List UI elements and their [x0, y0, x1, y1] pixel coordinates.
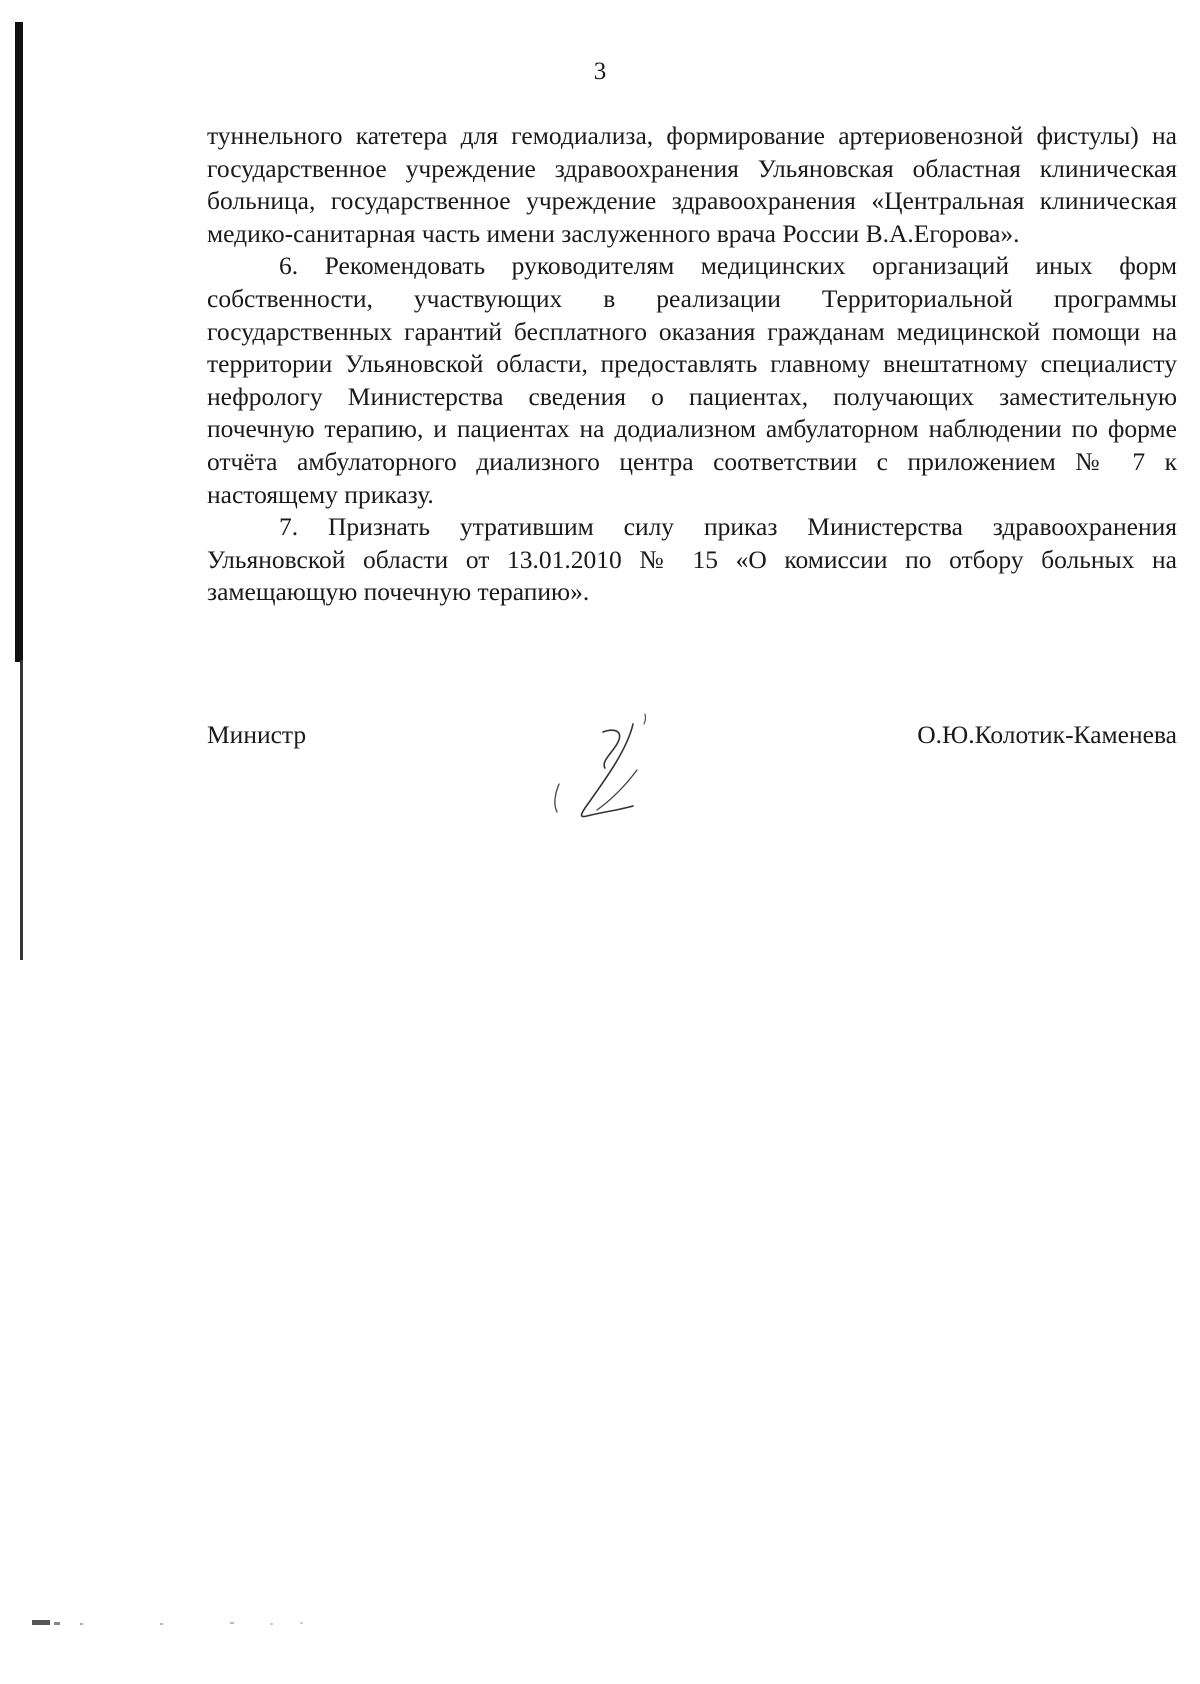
paragraph-item-6: 6. Рекомендовать руководителям медицинских организаций иных форм собственности, участвующих в реализации Территориальной программы государственных гарантий бесплатного оказания гражданам медицинской помощи на территории Ульяновской области, предоставлять главному внештатному специалисту нефрологу Министерства сведения о пациентах, получающих заместительную почечную терапию, и пациентах на додиализном амбулаторном наблюдении по форме отчёта амбулаторного диализного центра соответствии с приложением № 7 к настоящему приказу.: [207, 251, 1177, 509]
page-number: 3: [593, 58, 607, 85]
signatory-name: О.Ю.Колотик-Каменева: [917, 720, 1177, 749]
paragraph-continuation: туннельного катетера для гемодиализа, формирование артериовенозной фистулы) на государственное учреждение здравоохранения Ульяновская областная клиническая больница, государственное учреждение здравоохранения «Центральная клиническая медико-санитарная часть имени заслуженного врача России В.А.Егорова».: [207, 121, 1177, 248]
handwritten-signature: [545, 710, 675, 830]
scan-edge-bar: [15, 22, 23, 662]
scan-edge-line: [20, 660, 23, 960]
scan-noise: [30, 1618, 330, 1628]
paragraph-item-7: 7. Признать утратившим силу приказ Министерства здравоохранения Ульяновской области от 13.01.2010 № 15 «О комиссии по отбору больных на замещающую почечную терапию».: [207, 512, 1177, 607]
signatory-title: Министр: [207, 720, 307, 749]
document-body: [207, 120, 1177, 609]
